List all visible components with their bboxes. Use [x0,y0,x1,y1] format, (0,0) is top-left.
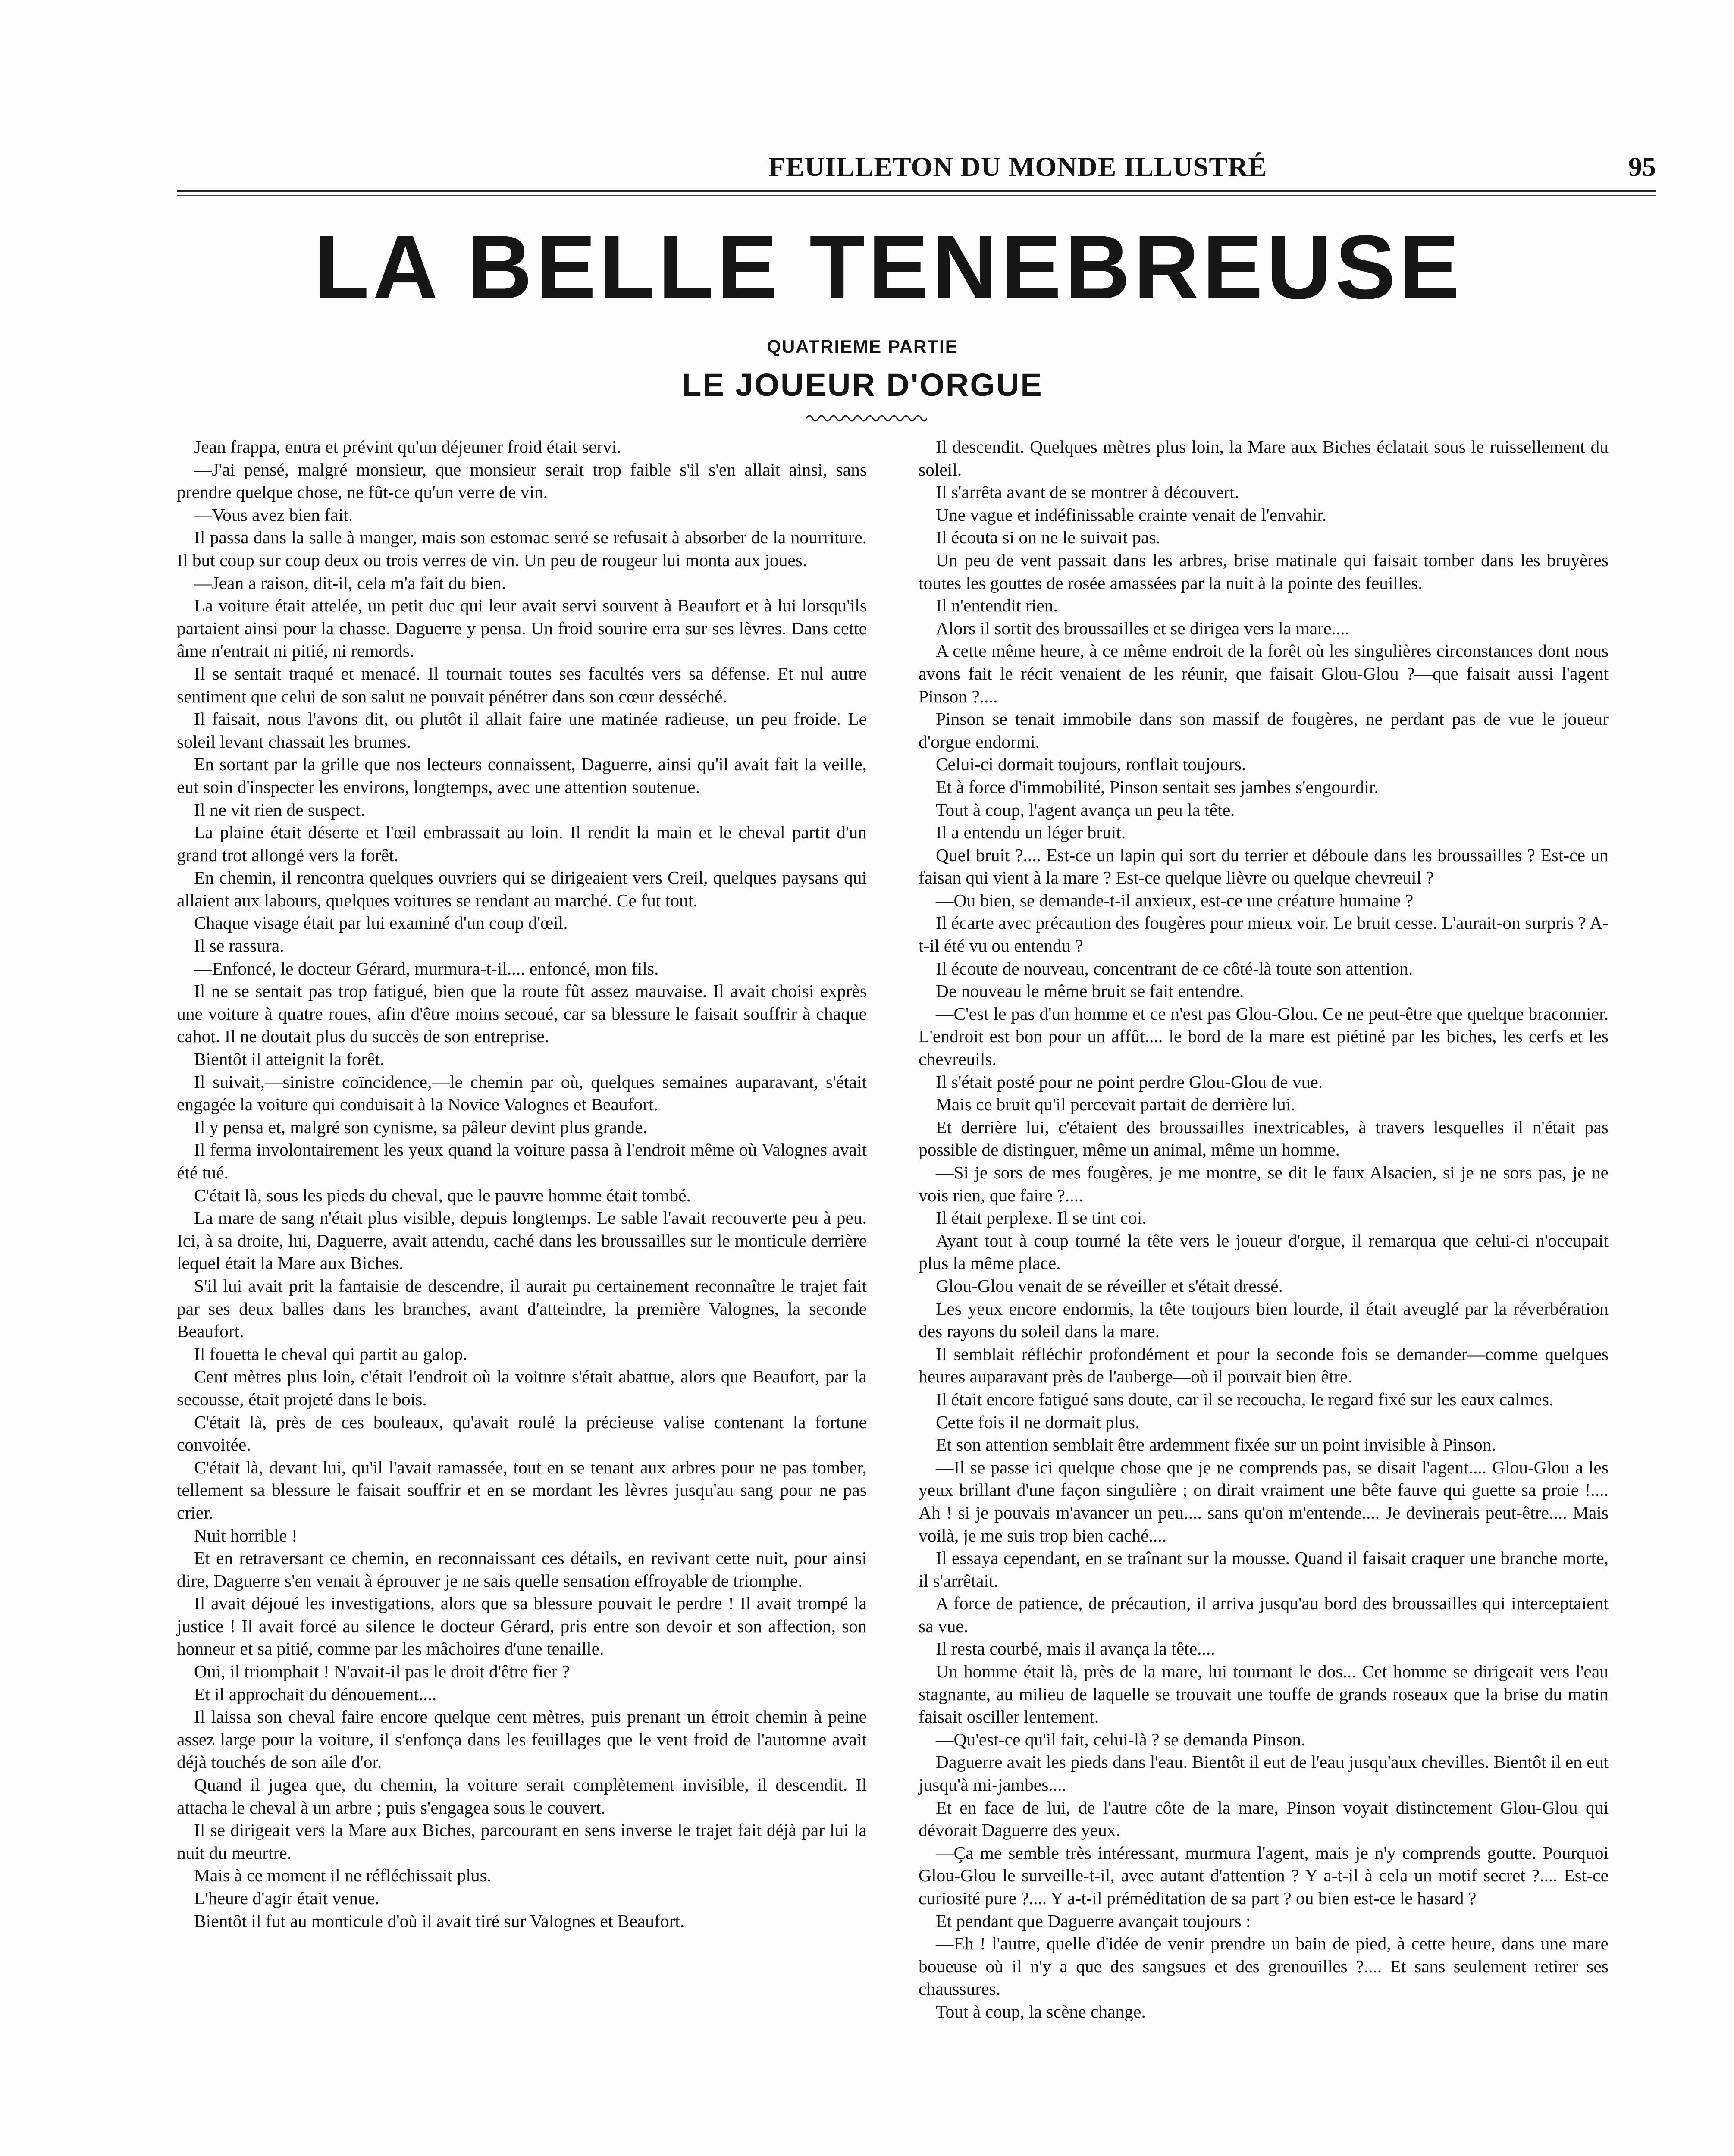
paragraph: En sortant par la grille que nos lecteurs connaissent, Daguerre, ainsi qu'il avait fait la veille, eut soin d'inspecter les environs, longtemps, avec une attention soutenue. [177,754,867,797]
right-column [919,436,1609,2023]
paragraph: Et à force d'immobilité, Pinson sentait ses jambes s'engourdir. [936,777,1379,797]
paragraph: A force de patience, de précaution, il arriva jusqu'au bord des broussailles qui interceptaient sa vue. [919,1593,1609,1636]
paragraph: Et il approchait du dénouement.... [194,1684,437,1704]
paragraph: Et pendant que Daguerre avançait toujours : [936,1911,1251,1931]
paragraph: Il essaya cependant, en se traînant sur la mousse. Quand il faisait craquer une branche morte, il s'arrêtait. [919,1548,1609,1591]
paragraph: Il laissa son cheval faire encore quelque cent mètres, puis prenant un étroit chemin à peine assez large pour la voiture, il s'enfonça dans les feuillages que le vent froid de l'automne avait déjà touchés de son aile d'or. [177,1707,867,1772]
paragraph: De nouveau le même bruit se fait entendre. [936,981,1244,1001]
paragraph: —C'est le pas d'un homme et ce n'est pas Glou-Glou. Ce ne peut-être que quelque braconnier. L'endroit est bon pour un affût.... le bord de la mare est piétiné par les biches, les cerfs et les chevreuils. [919,1003,1609,1069]
paragraph: —Ou bien, se demande-t-il anxieux, est-ce une créature humaine ? [936,890,1414,910]
paragraph: Il s'était posté pour ne point perdre Glou-Glou de vue. [936,1072,1323,1092]
header-rule-thin [177,195,1656,196]
paragraph: —Si je sors de mes fougères, je me montre, se dit le faux Alsacien, si je ne sors pas, je ne vois rien, que faire ?.... [919,1163,1609,1205]
paragraph: Il ferma involontairement les yeux quand la voiture passa à l'endroit même où Valognes avait été tué. [177,1140,867,1182]
paragraph: Pinson se tenait immobile dans son massif de fougères, ne perdant pas de vue le joueur d'orgue endormi. [919,709,1609,752]
paragraph: L'heure d'agir était venue. [194,1888,379,1908]
paragraph: Il fouetta le cheval qui partit au galop. [194,1344,467,1364]
paragraph: Il se sentait traqué et menacé. Il tournait toutes ses facultés vers sa défense. Et nul autre sentiment que celui de son salut ne pouvait pénétrer dans son cœur desséché. [177,663,867,706]
paragraph: Il écoute de nouveau, concentrant de ce côté-là toute son attention. [936,958,1413,978]
page-number: 95 [1628,151,1656,182]
paragraph: Il a entendu un léger bruit. [936,822,1126,843]
wavy-ornament [806,412,927,425]
paragraph: Cent mètres plus loin, c'était l'endroit où la voitnre s'était abattue, alors que Beaufort, par la secousse, était projeté dans le bois. [177,1366,867,1409]
paragraph: Chaque visage était par lui examiné d'un coup d'œil. [194,913,568,933]
paragraph: —Eh ! l'autre, quelle d'idée de venir prendre un bain de pied, à cette heure, dans une mare boueuse où il n'y a que des sangsues et des grenouilles ?.... Et sans seulement retirer ses chaussures. [919,1934,1609,1999]
paragraph: Les yeux encore endormis, la tête toujours bien lourde, il était aveuglé par la réverbération des rayons du soleil dans la mare. [919,1298,1609,1341]
paragraph: Il écouta si on ne le suivait pas. [936,527,1160,548]
paragraph: Il avait déjoué les investigations, alors que sa blessure pouvait le perdre ! Il avait trompé la justice ! Il avait forcé au silence le docteur Gérard, pris entre son devoir et son affection, son honneur et sa pitié, comme par les mâchoires d'une tenaille. [177,1593,867,1659]
paragraph: Nuit horrible ! [194,1525,298,1545]
paragraph: Et en face de lui, de l'autre côte de la mare, Pinson voyait distinctement Glou-Glou qui dévorait Daguerre des yeux. [919,1797,1609,1840]
paragraph: —Vous avez bien fait. [194,505,353,525]
paragraph: Glou-Glou venait de se réveiller et s'était dressé. [936,1275,1283,1296]
paragraph: Celui-ci dormait toujours, ronflait toujours. [936,754,1246,774]
paragraph: Un peu de vent passait dans les arbres, brise matinale qui faisait tomber dans les bruyères toutes les gouttes de rosée amassées par la nuit à la pointe des feuilles. [919,550,1609,593]
paragraph: —J'ai pensé, malgré monsieur, que monsieur serait trop faible s'il s'en allait ainsi, sans prendre quelque chose, ne fût-ce qu'un verre de vin. [177,459,867,502]
paragraph: Et derrière lui, c'étaient des broussailles inextricables, à travers lesquelles il n'était pas possible de distinguer, même un animal, même un homme. [919,1117,1609,1160]
paragraph: Alors il sortit des broussailles et se dirigea vers la mare.... [936,618,1349,638]
paragraph: Il se rassura. [194,936,284,956]
paragraph: Une vague et indéfinissable crainte venait de l'envahir. [936,505,1327,525]
paragraph: Mais ce bruit qu'il percevait partait de derrière lui. [936,1094,1295,1115]
paragraph: Oui, il triomphait ! N'avait-il pas le droit d'être fier ? [194,1661,570,1682]
paragraph: Un homme était là, près de la mare, lui tournant le dos... Cet homme se dirigeait vers l'eau stagnante, au milieu de laquelle se trouvait une touffe de grands roseaux que la brise du matin faisait osciller lentement. [919,1661,1609,1727]
paragraph: Et en retraversant ce chemin, en reconnaissant ces détails, en revivant cette nuit, pour ainsi dire, Daguerre s'en venait à éprouver je ne sais quelle sensation effroyable de triomphe. [177,1548,867,1591]
paper-name: FEUILLETON DU MONDE ILLUSTRÉ [768,151,1267,182]
paragraph: Mais à ce moment il ne réfléchissait plus. [194,1865,492,1886]
chapter-title: LE JOUEUR D'ORGUE [682,367,1043,403]
left-column [177,436,867,1932]
paragraph: Daguerre avait les pieds dans l'eau. Bientôt il eut de l'eau jusqu'aux chevilles. Bientôt il en eut jusqu'à mi-jambes.... [919,1752,1609,1795]
paragraph: Il n'entendit rien. [936,595,1058,616]
paragraph: En chemin, il rencontra quelques ouvriers qui se dirigeaient vers Creil, quelques paysans qui allaient aux labours, quelques voitures se rendant au marché. Ce fut tout. [177,868,867,910]
paragraph: Il descendit. Quelques mètres plus loin, la Mare aux Biches éclatait sous le ruissellement du soleil. [919,437,1609,479]
paragraph: A cette même heure, à ce même endroit de la forêt où les singulières circonstances dont nous avons fait le récit venaient de les réunir, que faisait Glou-Glou ?—que faisait aussi l'agent Pinson ?.... [919,641,1609,706]
paragraph: —Il se passe ici quelque chose que je ne comprends pas, se disait l'agent.... Glou-Glou a les yeux brillant d'une façon singulière ; on dirait vraiment une bête fauve qui guette sa proie !.... Ah ! si je pouvais m'avancer un peu.... sans qu'on m'entende.... Je devinerais peut-être.... Mais voilà, je me suis trop bien caché.... [919,1457,1609,1545]
paragraph: —Ça me semble très intéressant, murmura l'agent, mais je n'y comprends goutte. Pourquoi Glou-Glou le surveille-t-il, avec autant d'attention ? Y a-t-il à cela un motif secret ?.... Est-ce curiosité pure ?.... Y a-t-il préméditation de sa part ? ou bien est-ce le hasard ? [919,1843,1609,1908]
paragraph: C'était là, sous les pieds du cheval, que le pauvre homme était tombé. [194,1185,691,1205]
paragraph: Ayant tout à coup tourné la tête vers le joueur d'orgue, il remarqua que celui-ci n'occupait plus la même place. [919,1230,1609,1273]
paragraph: Jean frappa, entra et prévint qu'un déjeuner froid était servi. [194,437,621,457]
paragraph: —Enfoncé, le docteur Gérard, murmura-t-il.... enfoncé, mon fils. [194,958,659,978]
paragraph: La plaine était déserte et l'œil embrassait au loin. Il rendit la main et le cheval partit d'un grand trot allongé vers la forêt. [177,822,867,865]
running-head [181,151,1656,190]
header-rule [177,190,1656,192]
paragraph: Il suivait,—sinistre coïncidence,—le chemin par où, quelques semaines auparavant, s'était engagée la voiture qui conduisait à la Novice Valognes et Beaufort. [177,1072,867,1115]
paragraph: Il ne se sentait pas trop fatigué, bien que la route fût assez mauvaise. Il avait choisi exprès une voiture à quatre roues, afin d'être moins secoué, car sa blessure le faisait souffrir à chaque cahot. Il ne doutait plus du succès de son entreprise. [177,981,867,1047]
paragraph: La mare de sang n'était plus visible, depuis longtemps. Le sable l'avait recouverte peu à peu. Ici, à sa droite, lui, Daguerre, avait attendu, caché dans les broussailles sur le monticule derrière lequel était la Mare aux Biches. [177,1208,867,1273]
paragraph: Il écarte avec précaution des fougères pour mieux voir. Le bruit cesse. L'aurait-on surpris ? A-t-il été vu ou entendu ? [919,913,1609,956]
paragraph: La voiture était attelée, un petit duc qui leur avait servi souvent à Beaufort et à lui lorsqu'ils partaient ainsi pour la chasse. Daguerre y pensa. Un froid sourire erra sur ses lèvres. Dans cette âme n'entrait ni pitié, ni remords. [177,595,867,661]
paragraph: Il passa dans la salle à manger, mais son estomac serré se refusait à absorber de la nourriture. Il but coup sur coup deux ou trois verres de vin. Un peu de rougeur lui monta aux joues. [177,527,867,570]
story-title: LA BELLE TENEBREUSE [314,216,1463,318]
paragraph: Bientôt il atteignit la forêt. [194,1049,385,1069]
paragraph: Il resta courbé, mais il avança la tête.... [936,1639,1215,1659]
paragraph: Bientôt il fut au monticule d'où il avait tiré sur Valognes et Beaufort. [194,1911,685,1931]
paragraph: Il se dirigeait vers la Mare aux Biches, parcourant en sens inverse le trajet fait déjà par lui la nuit du meurtre. [177,1820,867,1863]
paragraph: —Jean a raison, dit-il, cela m'a fait du bien. [194,573,506,593]
paragraph: Il semblait réfléchir profondément et pour la seconde fois se demander—comme quelques heures auparavant près de l'auberge—où il pouvait bien être. [919,1344,1609,1387]
paragraph: Cette fois il ne dormait plus. [936,1412,1140,1432]
paragraph: S'il lui avait prit la fantaisie de descendre, il aurait pu certainement reconnaître le trajet fait par ses deux balles dans les branches, avant d'atteindre, la première Valognes, la seconde Beaufort. [177,1275,867,1341]
paragraph: Il faisait, nous l'avons dit, ou plutôt il allait faire une matinée radieuse, un peu froide. Le soleil levant chassait les brumes. [177,709,867,752]
paragraph: Quel bruit ?.... Est-ce un lapin qui sort du terrier et déboule dans les broussailles ? Est-ce un faisan qui vient à la mare ? Est-ce quelque lièvre ou quelque chevreuil ? [919,845,1609,888]
paragraph: Il était perplexe. Il se tint coi. [936,1208,1147,1228]
paragraph: —Qu'est-ce qu'il fait, celui-là ? se demanda Pinson. [936,1729,1306,1749]
paragraph: Quand il jugea que, du chemin, la voiture serait complètement invisible, il descendit. Il attacha le cheval à un arbre ; puis s'engagea sous le couvert. [177,1775,867,1818]
paragraph: Il s'arrêta avant de se montrer à découvert. [936,482,1239,502]
part-label: QUATRIEME PARTIE [767,336,958,357]
paragraph: Il était encore fatigué sans doute, car il se recoucha, le regard fixé sur les eaux calmes. [936,1389,1554,1409]
paragraph: Tout à coup, l'agent avança un peu la tête. [936,799,1235,820]
paragraph: Il y pensa et, malgré son cynisme, sa pâleur devint plus grande. [194,1117,648,1137]
paragraph: Tout à coup, la scène change. [936,2001,1146,2021]
paragraph: C'était là, devant lui, qu'il l'avait ramassée, tout en se tenant aux arbres pour ne pas tomber, tellement sa blessure le faisait souffrir et en se mordant les lèvres jusqu'au sang pour ne pas crier. [177,1457,867,1523]
paragraph: C'était là, près de ces bouleaux, qu'avait roulé la précieuse valise contenant la fortune convoitée. [177,1412,867,1455]
paragraph: Et son attention semblait être ardemment fixée sur un point invisible à Pinson. [936,1435,1496,1455]
paragraph: Il ne vit rien de suspect. [194,799,365,820]
